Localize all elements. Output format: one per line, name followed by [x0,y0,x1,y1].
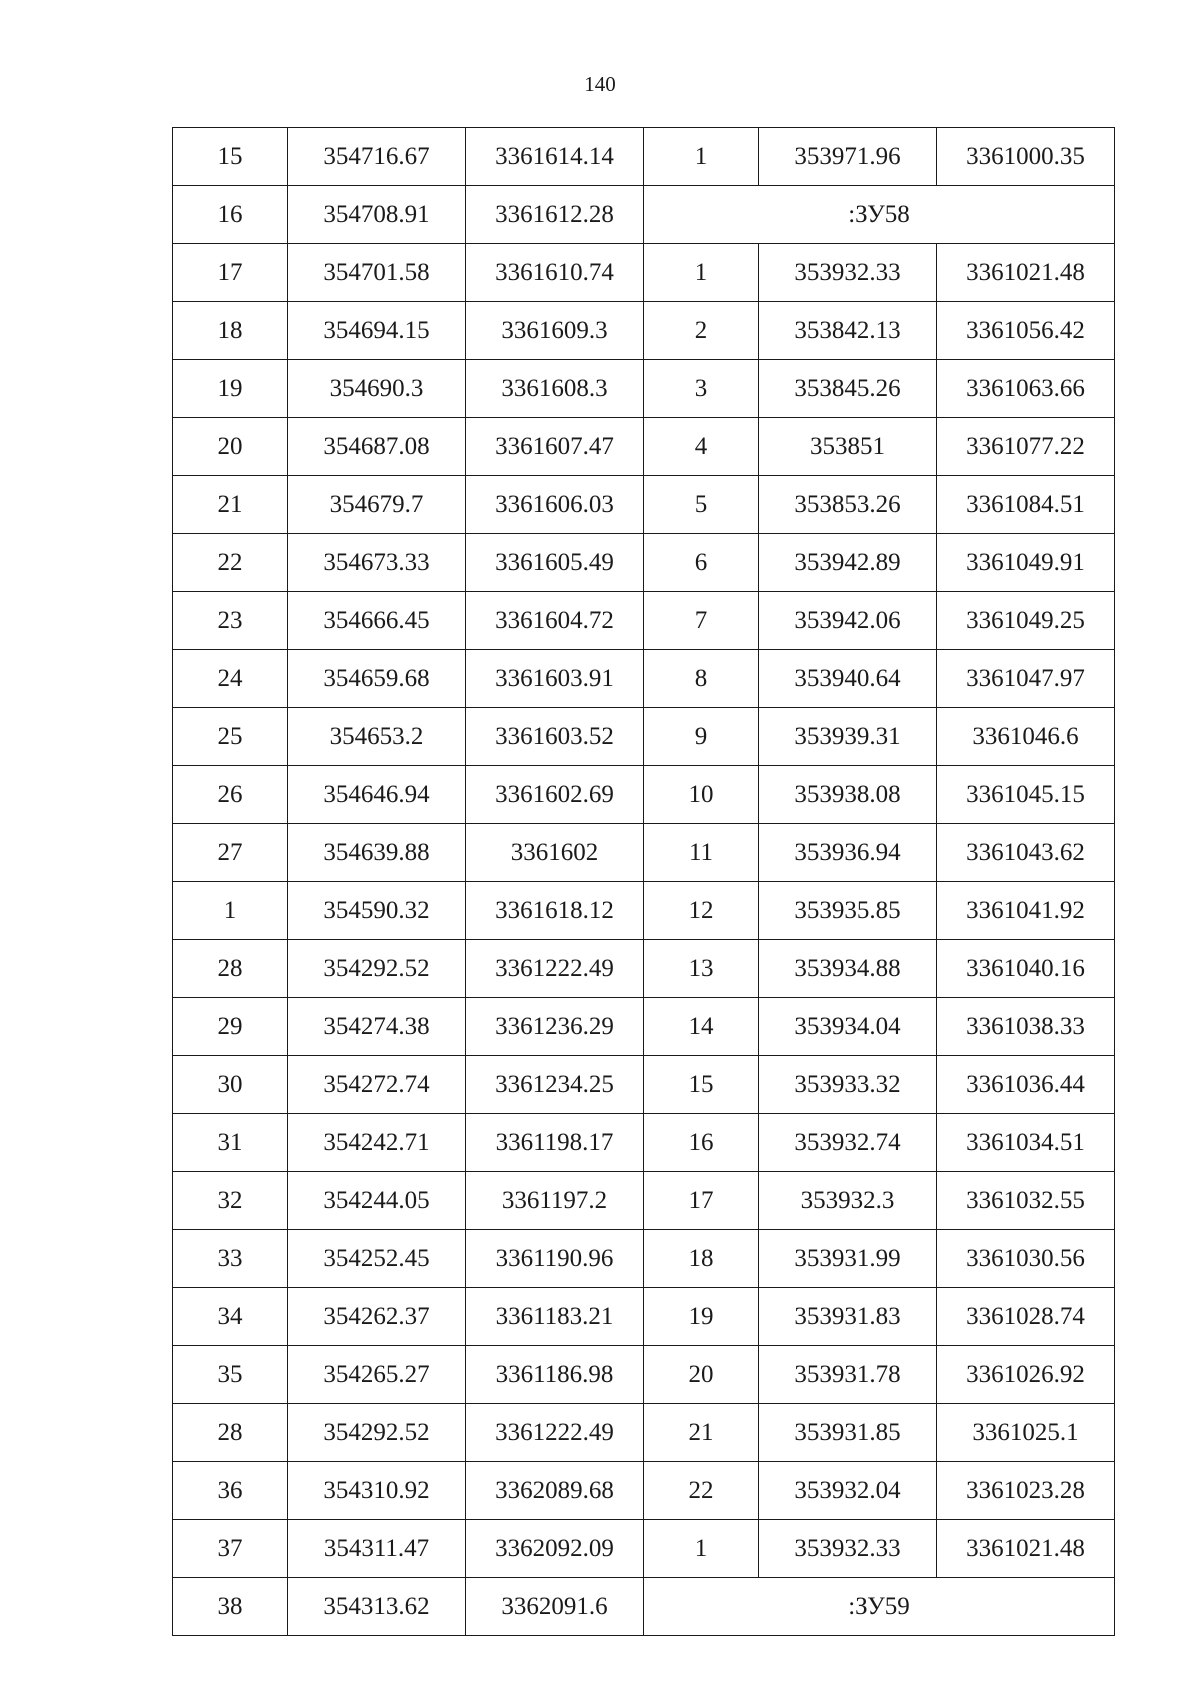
table-row [173,302,1115,360]
point-number-cell: 12 [644,882,759,940]
point-number-cell: 10 [644,766,759,824]
x-coordinate-cell: 353934.04 [759,998,937,1056]
point-number-cell: 29 [173,998,288,1056]
point-number-cell: 15 [644,1056,759,1114]
x-coordinate-cell: 354646.94 [288,766,466,824]
coordinates-table-body [173,128,1115,1636]
x-coordinate-cell: 353931.99 [759,1230,937,1288]
x-coordinate-cell: 354690.3 [288,360,466,418]
table-row [173,592,1115,650]
y-coordinate-cell: 3361234.25 [466,1056,644,1114]
y-coordinate-cell: 3361222.49 [466,940,644,998]
x-coordinate-cell: 353851 [759,418,937,476]
y-coordinate-cell: 3361602.69 [466,766,644,824]
y-coordinate-cell: 3361045.15 [937,766,1115,824]
x-coordinate-cell: 353932.33 [759,244,937,302]
y-coordinate-cell: 3361608.3 [466,360,644,418]
point-number-cell: 19 [173,360,288,418]
table-row [173,244,1115,302]
x-coordinate-cell: 353932.3 [759,1172,937,1230]
point-number-cell: 18 [173,302,288,360]
table-row [173,1056,1115,1114]
table-row [173,1404,1115,1462]
x-coordinate-cell: 354694.15 [288,302,466,360]
point-number-cell: 21 [173,476,288,534]
x-coordinate-cell: 354653.2 [288,708,466,766]
point-number-cell: 37 [173,1520,288,1578]
x-coordinate-cell: 354311.47 [288,1520,466,1578]
point-number-cell: 23 [173,592,288,650]
x-coordinate-cell: 354262.37 [288,1288,466,1346]
x-coordinate-cell: 353942.89 [759,534,937,592]
table-row [173,476,1115,534]
x-coordinate-cell: 354252.45 [288,1230,466,1288]
x-coordinate-cell: 353932.33 [759,1520,937,1578]
point-number-cell: 22 [173,534,288,592]
y-coordinate-cell: 3362091.6 [466,1578,644,1636]
table-row [173,998,1115,1056]
point-number-cell: 8 [644,650,759,708]
point-number-cell: 20 [644,1346,759,1404]
y-coordinate-cell: 3361606.03 [466,476,644,534]
point-number-cell: 4 [644,418,759,476]
y-coordinate-cell: 3362092.09 [466,1520,644,1578]
y-coordinate-cell: 3361032.55 [937,1172,1115,1230]
y-coordinate-cell: 3361605.49 [466,534,644,592]
table-row [173,534,1115,592]
x-coordinate-cell: 354666.45 [288,592,466,650]
y-coordinate-cell: 3361043.62 [937,824,1115,882]
x-coordinate-cell: 353931.78 [759,1346,937,1404]
table-row [173,1520,1115,1578]
coordinates-table [172,127,1115,1636]
x-coordinate-cell: 353938.08 [759,766,937,824]
point-number-cell: 19 [644,1288,759,1346]
y-coordinate-cell: 3361046.6 [937,708,1115,766]
point-number-cell: 26 [173,766,288,824]
y-coordinate-cell: 3361049.91 [937,534,1115,592]
y-coordinate-cell: 3361197.2 [466,1172,644,1230]
x-coordinate-cell: 354659.68 [288,650,466,708]
x-coordinate-cell: 353934.88 [759,940,937,998]
point-number-cell: 9 [644,708,759,766]
y-coordinate-cell: 3361186.98 [466,1346,644,1404]
x-coordinate-cell: 353935.85 [759,882,937,940]
x-coordinate-cell: 353971.96 [759,128,937,186]
point-number-cell: 11 [644,824,759,882]
y-coordinate-cell: 3361190.96 [466,1230,644,1288]
table-row [173,1578,1115,1636]
y-coordinate-cell: 3361607.47 [466,418,644,476]
table-row [173,650,1115,708]
table-row [173,1230,1115,1288]
point-number-cell: 1 [173,882,288,940]
table-row [173,940,1115,998]
x-coordinate-cell: 354679.7 [288,476,466,534]
point-number-cell: 30 [173,1056,288,1114]
point-number-cell: 31 [173,1114,288,1172]
x-coordinate-cell: 354292.52 [288,1404,466,1462]
y-coordinate-cell: 3361602 [466,824,644,882]
x-coordinate-cell: 353845.26 [759,360,937,418]
y-coordinate-cell: 3361614.14 [466,128,644,186]
x-coordinate-cell: 354242.71 [288,1114,466,1172]
y-coordinate-cell: 3361000.35 [937,128,1115,186]
x-coordinate-cell: 354274.38 [288,998,466,1056]
x-coordinate-cell: 353940.64 [759,650,937,708]
y-coordinate-cell: 3361198.17 [466,1114,644,1172]
point-number-cell: 22 [644,1462,759,1520]
page-number: 140 [584,72,616,96]
table-row [173,360,1115,418]
point-number-cell: 17 [173,244,288,302]
point-number-cell: 3 [644,360,759,418]
x-coordinate-cell: 353942.06 [759,592,937,650]
y-coordinate-cell: 3361047.97 [937,650,1115,708]
y-coordinate-cell: 3361603.91 [466,650,644,708]
y-coordinate-cell: 3361021.48 [937,1520,1115,1578]
point-number-cell: 14 [644,998,759,1056]
point-number-cell: 28 [173,1404,288,1462]
x-coordinate-cell: 354708.91 [288,186,466,244]
point-number-cell: 20 [173,418,288,476]
x-coordinate-cell: 354639.88 [288,824,466,882]
x-coordinate-cell: 353933.32 [759,1056,937,1114]
y-coordinate-cell: 3361618.12 [466,882,644,940]
point-number-cell: 32 [173,1172,288,1230]
y-coordinate-cell: 3361036.44 [937,1056,1115,1114]
y-coordinate-cell: 3361610.74 [466,244,644,302]
y-coordinate-cell: 3361084.51 [937,476,1115,534]
y-coordinate-cell: 3361021.48 [937,244,1115,302]
x-coordinate-cell: 353853.26 [759,476,937,534]
x-coordinate-cell: 354687.08 [288,418,466,476]
point-number-cell: 35 [173,1346,288,1404]
y-coordinate-cell: 3361222.49 [466,1404,644,1462]
x-coordinate-cell: 353932.04 [759,1462,937,1520]
y-coordinate-cell: 3361183.21 [466,1288,644,1346]
y-coordinate-cell: 3361604.72 [466,592,644,650]
table-row [173,708,1115,766]
point-number-cell: 21 [644,1404,759,1462]
y-coordinate-cell: 3361609.3 [466,302,644,360]
point-number-cell: 1 [644,128,759,186]
point-number-cell: 2 [644,302,759,360]
point-number-cell: 34 [173,1288,288,1346]
point-number-cell: 36 [173,1462,288,1520]
table-row [173,1288,1115,1346]
x-coordinate-cell: 353936.94 [759,824,937,882]
x-coordinate-cell: 354310.92 [288,1462,466,1520]
x-coordinate-cell: 354673.33 [288,534,466,592]
point-number-cell: 17 [644,1172,759,1230]
table-row [173,1346,1115,1404]
point-number-cell: 28 [173,940,288,998]
y-coordinate-cell: 3361063.66 [937,360,1115,418]
x-coordinate-cell: 354313.62 [288,1578,466,1636]
x-coordinate-cell: 354292.52 [288,940,466,998]
table-row [173,882,1115,940]
x-coordinate-cell: 354716.67 [288,128,466,186]
x-coordinate-cell: 354272.74 [288,1056,466,1114]
y-coordinate-cell: 3361026.92 [937,1346,1115,1404]
point-number-cell: 7 [644,592,759,650]
point-number-cell: 15 [173,128,288,186]
y-coordinate-cell: 3361612.28 [466,186,644,244]
x-coordinate-cell: 353931.83 [759,1288,937,1346]
point-number-cell: 1 [644,1520,759,1578]
point-number-cell: 16 [173,186,288,244]
table-row [173,1462,1115,1520]
x-coordinate-cell: 354265.27 [288,1346,466,1404]
point-number-cell: 13 [644,940,759,998]
point-number-cell: 33 [173,1230,288,1288]
x-coordinate-cell: 353842.13 [759,302,937,360]
table-row [173,128,1115,186]
y-coordinate-cell: 3361040.16 [937,940,1115,998]
y-coordinate-cell: 3361236.29 [466,998,644,1056]
y-coordinate-cell: 3361023.28 [937,1462,1115,1520]
point-number-cell: 6 [644,534,759,592]
point-number-cell: 18 [644,1230,759,1288]
table-row [173,1114,1115,1172]
x-coordinate-cell: 354701.58 [288,244,466,302]
y-coordinate-cell: 3361041.92 [937,882,1115,940]
x-coordinate-cell: 354244.05 [288,1172,466,1230]
point-number-cell: 25 [173,708,288,766]
table-row [173,418,1115,476]
point-number-cell: 24 [173,650,288,708]
y-coordinate-cell: 3361056.42 [937,302,1115,360]
x-coordinate-cell: 353939.31 [759,708,937,766]
y-coordinate-cell: 3361038.33 [937,998,1115,1056]
y-coordinate-cell: 3361030.56 [937,1230,1115,1288]
table-row [173,766,1115,824]
y-coordinate-cell: 3361603.52 [466,708,644,766]
y-coordinate-cell: 3361049.25 [937,592,1115,650]
y-coordinate-cell: 3361034.51 [937,1114,1115,1172]
table-row [173,824,1115,882]
x-coordinate-cell: 353932.74 [759,1114,937,1172]
x-coordinate-cell: 354590.32 [288,882,466,940]
y-coordinate-cell: 3362089.68 [466,1462,644,1520]
y-coordinate-cell: 3361077.22 [937,418,1115,476]
x-coordinate-cell: 353931.85 [759,1404,937,1462]
section-label-cell: :ЗУ59 [644,1578,1115,1636]
point-number-cell: 27 [173,824,288,882]
y-coordinate-cell: 3361025.1 [937,1404,1115,1462]
y-coordinate-cell: 3361028.74 [937,1288,1115,1346]
point-number-cell: 38 [173,1578,288,1636]
point-number-cell: 16 [644,1114,759,1172]
table-row [173,186,1115,244]
point-number-cell: 5 [644,476,759,534]
table-row [173,1172,1115,1230]
section-label-cell: :ЗУ58 [644,186,1115,244]
point-number-cell: 1 [644,244,759,302]
